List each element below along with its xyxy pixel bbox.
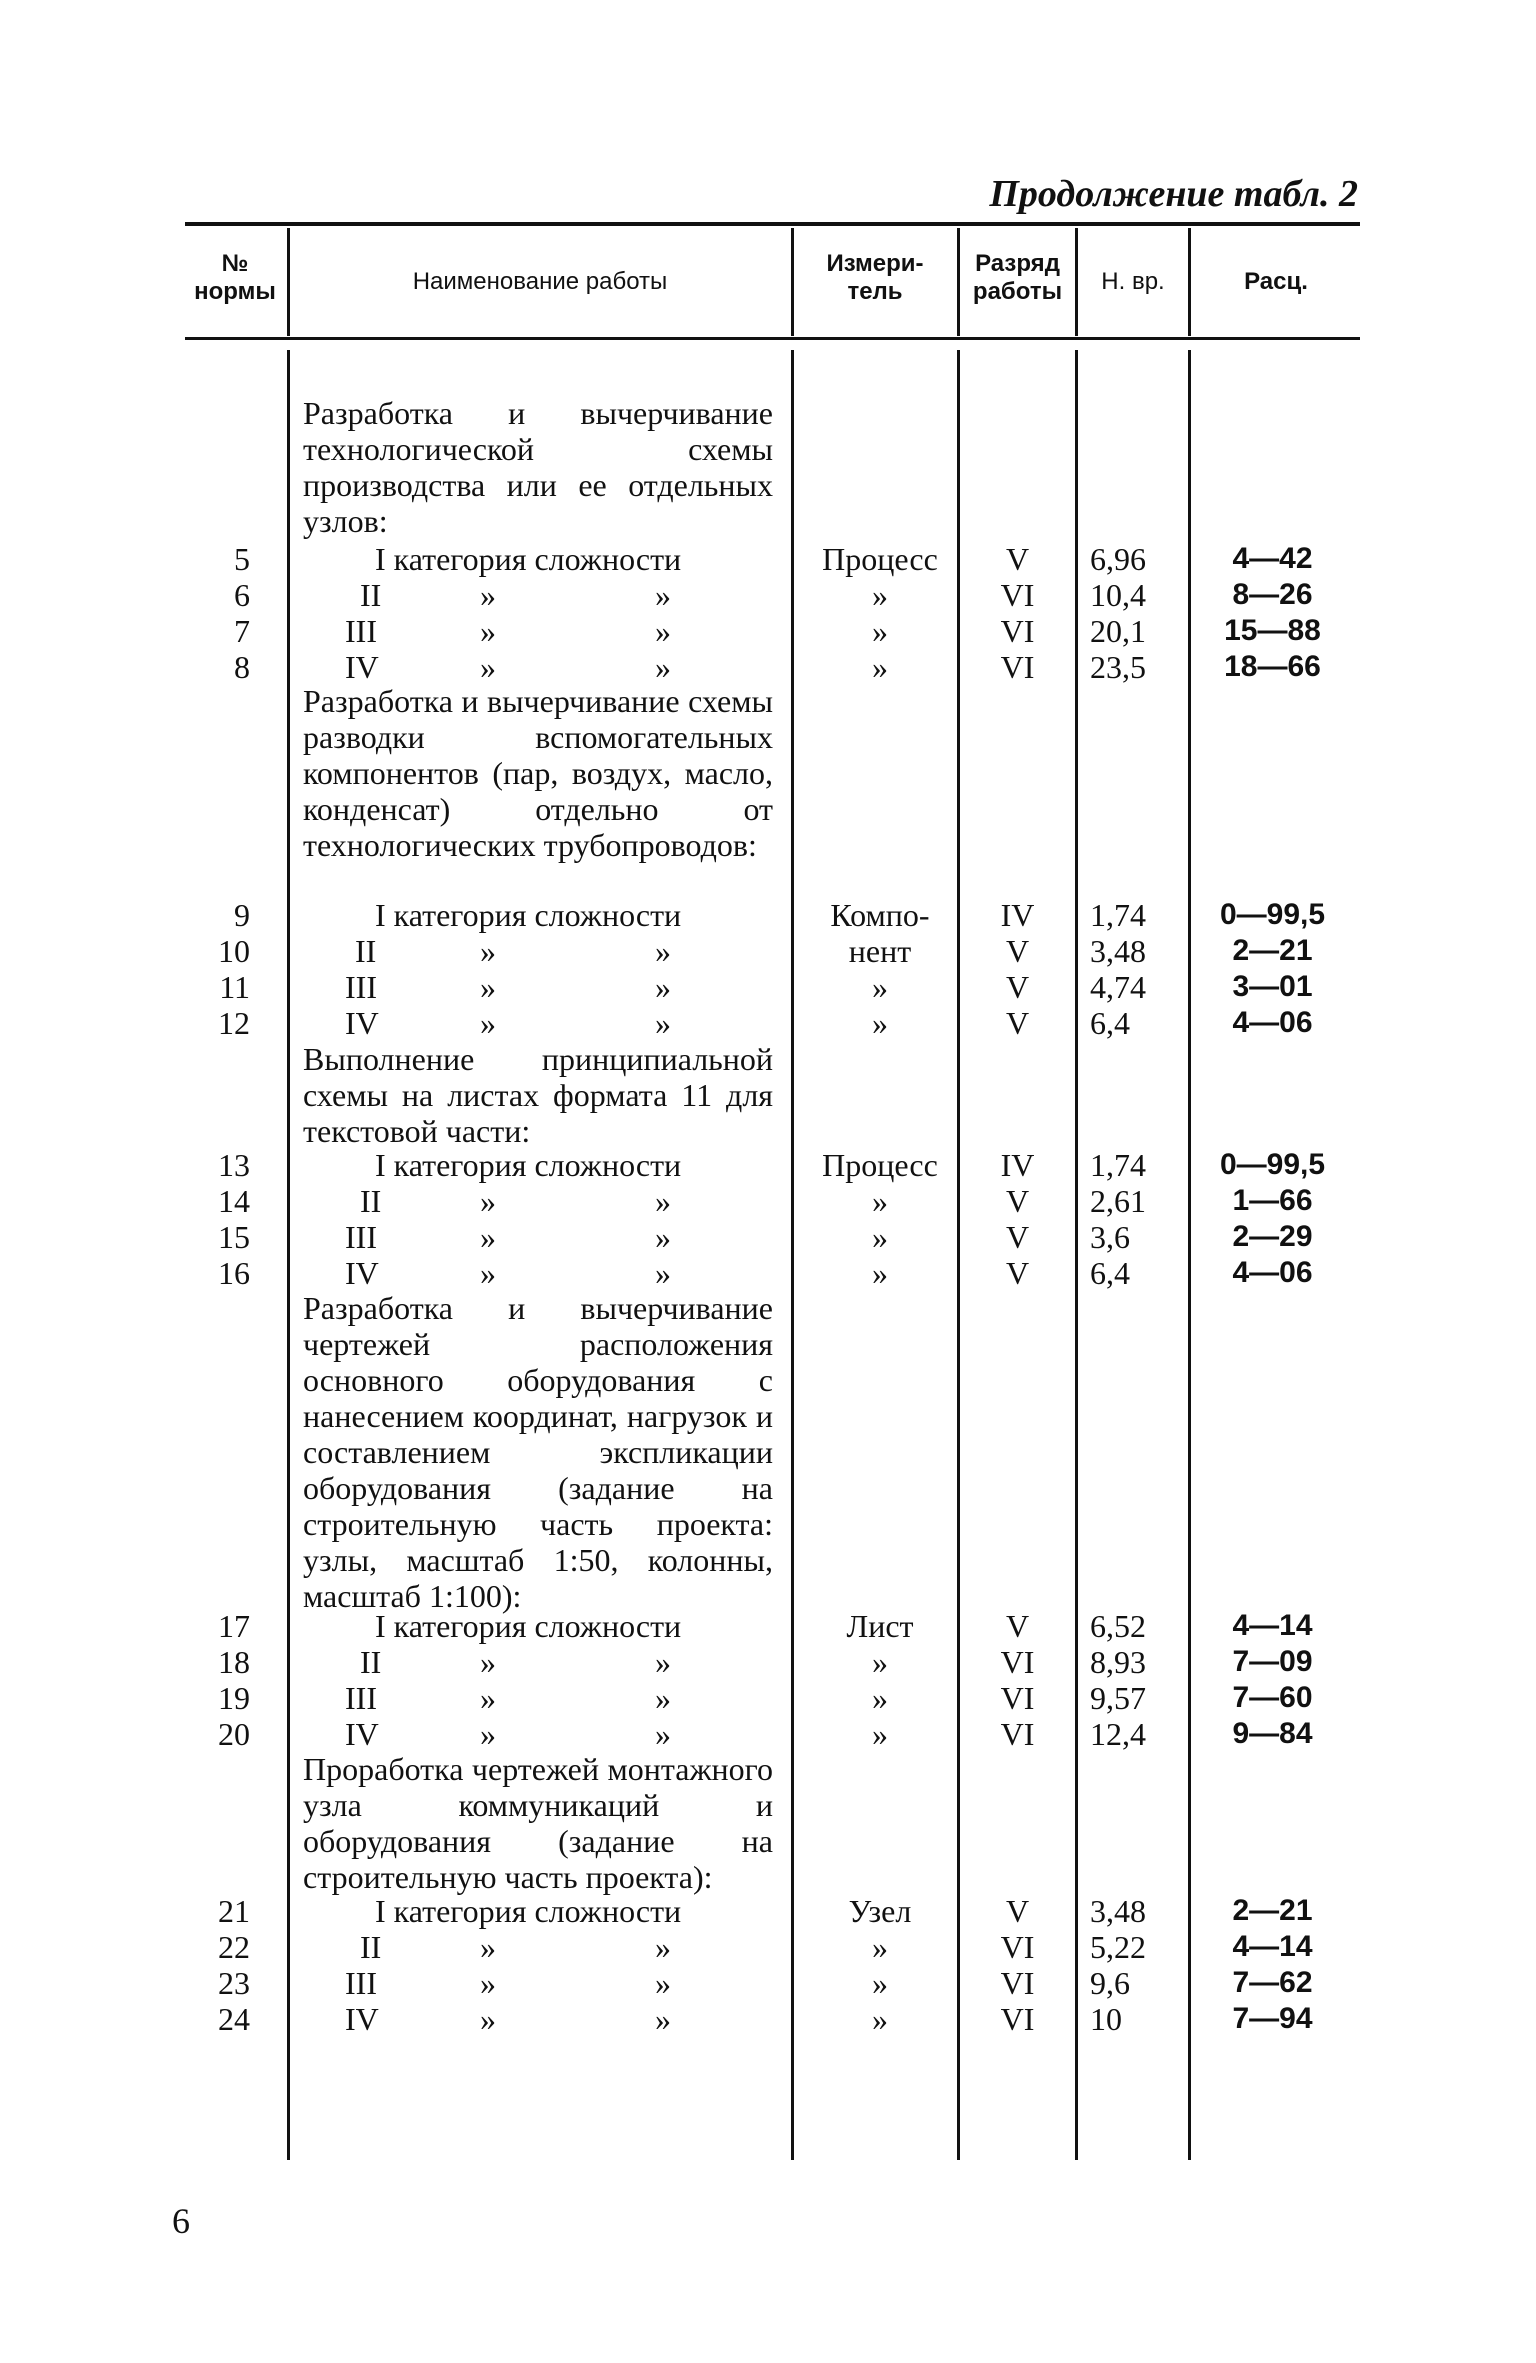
norm-number: 19 [218,1680,250,1716]
work-grade: V [1005,1219,1030,1255]
rate-value: 3—01 [1232,970,1313,1003]
norm-number: 17 [218,1608,250,1644]
work-grade: V [1005,1893,1030,1929]
rate-value: 1—66 [1232,1184,1313,1217]
table-row: 20 IV » » » VI 12,4 9—84 [0,1716,1536,1752]
rate-value: 4—06 [1232,1256,1313,1289]
header-rate: Расц. [1244,268,1308,295]
time-norm: 6,4 [1090,1005,1130,1041]
rate-value: 4—14 [1232,1930,1313,1963]
page-number: 6 [172,2201,190,2241]
time-norm: 3,6 [1090,1219,1130,1255]
norm-number: 11 [219,969,250,1005]
norm-number: 21 [218,1893,250,1929]
time-norm: 1,74 [1090,897,1146,933]
measure-unit: » [872,1965,888,2001]
measure-unit: Лист [846,1608,914,1644]
rate-value: 8—26 [1232,578,1313,611]
rate-value: 2—21 [1232,934,1313,967]
time-norm: 2,61 [1090,1183,1146,1219]
time-norm: 1,74 [1090,1147,1146,1183]
measure-unit: » [872,1183,888,1219]
measure-unit: Процесс [822,1147,938,1183]
table-row: 18 II » » » VI 8,93 7—09 [0,1644,1536,1680]
time-norm: 5,22 [1090,1929,1146,1965]
measure-unit: Процесс [822,541,938,577]
time-norm: 9,6 [1090,1965,1130,2001]
measure-unit: Узел [848,1893,912,1929]
table-row: 19 III » » » VI 9,57 7—60 [0,1680,1536,1716]
table-row: 12 IV » » » V 6,4 4—06 [0,1005,1536,1041]
rate-value: 2—21 [1232,1894,1313,1927]
table-row: 6 II » » » VI 10,4 8—26 [0,577,1536,613]
norm-number: 24 [218,2001,250,2037]
table-row [0,541,1536,577]
table-row: 14 II » » » V 2,61 1—66 [0,1183,1536,1219]
measure-unit: » [872,969,888,1005]
measure-unit: » [872,1716,888,1752]
table-top-rule [185,222,1360,226]
time-norm: 9,57 [1090,1680,1146,1716]
measure-unit: » [872,1219,888,1255]
rate-value: 7—09 [1232,1645,1313,1678]
measure-unit: » [872,1644,888,1680]
table-row: 24 IV » » » VI 10 7—94 [0,2001,1536,2037]
table-row: 22 II » » » VI 5,22 4—14 [0,1929,1536,1965]
rate-value: 9—84 [1232,1717,1313,1750]
table-row [0,897,1536,933]
measure-unit: » [872,1005,888,1041]
table-row: 11 III » » » V 4,74 3—01 [0,969,1536,1005]
work-grade: VI [1000,1929,1035,1965]
time-norm: 6,96 [1090,541,1146,577]
norm-number: 12 [218,1005,250,1041]
rate-value: 15—88 [1224,614,1321,647]
norm-number: 16 [218,1255,250,1291]
work-grade: VI [1000,613,1035,649]
table-row: 16 IV » » » V 6,4 4—06 [0,1255,1536,1291]
rate-value: 0—99,5 [1219,1148,1326,1181]
norm-number: 10 [218,933,250,969]
norm-number: 5 [234,541,250,577]
norm-number: 8 [234,649,250,685]
measure-unit: » [872,577,888,613]
work-grade: VI [1000,577,1035,613]
time-norm: 23,5 [1090,649,1146,685]
work-grade: IV [1000,897,1035,933]
norm-number: 20 [218,1716,250,1752]
table-header-rule [185,337,1360,340]
work-grade: V [1005,933,1030,969]
norm-number: 23 [218,1965,250,2001]
rate-value: 18—66 [1224,650,1321,683]
norm-number: 6 [234,577,250,613]
time-norm: 3,48 [1090,1893,1146,1929]
section-title: Проработка чертежей монтажного узла коммуникаций и оборудования (задание на строительную часть проекта): [303,1751,773,1895]
work-grade: VI [1000,1644,1035,1680]
complexity-category: I категория сложности [375,897,682,933]
complexity-category: I категория сложности [375,541,682,577]
time-norm: 12,4 [1090,1716,1146,1752]
work-grade: V [1005,969,1030,1005]
measure-unit: » [872,1680,888,1716]
time-norm: 8,93 [1090,1644,1146,1680]
measure-unit: » [872,1929,888,1965]
time-norm: 10,4 [1090,577,1146,613]
work-grade: VI [1000,649,1035,685]
complexity-category: I категория сложности [375,1608,682,1644]
rate-value: 0—99,5 [1219,898,1326,931]
measure-unit: » [872,2001,888,2037]
time-norm: 3,48 [1090,933,1146,969]
rate-value: 7—60 [1232,1681,1313,1714]
measure-unit: » [872,1255,888,1291]
measure-unit: нент [848,933,912,969]
work-grade: VI [1000,1680,1035,1716]
work-grade: V [1005,1005,1030,1041]
table-row [0,1608,1536,1644]
header-measure: Измери- тель [826,250,924,305]
time-norm: 20,1 [1090,613,1146,649]
rate-value: 2—29 [1232,1220,1313,1253]
norm-number: 15 [218,1219,250,1255]
table-row: 23 III » » » VI 9,6 7—62 [0,1965,1536,2001]
work-grade: V [1005,541,1030,577]
table-row: 10 II » » нент V 3,48 2—21 [0,933,1536,969]
work-grade: V [1005,1608,1030,1644]
table-row [0,1893,1536,1929]
section-title: Разработка и вычерчивание схемы разводки вспомогательных компонентов (пар, воздух, масло, конденсат) отдельно от технологических трубопроводов: [303,683,773,863]
work-grade: VI [1000,1965,1035,2001]
rate-value: 4—42 [1232,542,1313,575]
work-grade: V [1005,1183,1030,1219]
table-row: 15 III » » » V 3,6 2—29 [0,1219,1536,1255]
rate-value: 7—62 [1232,1966,1313,1999]
norm-number: 22 [218,1929,250,1965]
norm-number: 9 [234,897,250,933]
table-row: 7 III » » » VI 20,1 15—88 [0,613,1536,649]
section-title: Выполнение принципиальной схемы на листах формата 11 для текстовой части: [303,1041,773,1149]
section-title: Разработка и вычерчивание чертежей расположения основного оборудования с нанесением координат, нагрузок и составлением экспликации оборудования (задание на строительную часть проекта: узлы, масштаб 1:50, колонны, масштаб 1:100): [303,1290,773,1614]
work-grade: IV [1000,1147,1035,1183]
measure-unit: Компо- [830,897,930,933]
table-row [0,1147,1536,1183]
header-time: Н. вр. [1101,268,1165,295]
time-norm: 4,74 [1090,969,1146,1005]
work-grade: V [1005,1255,1030,1291]
header-norm-number: № нормы [194,250,276,305]
time-norm: 6,52 [1090,1608,1146,1644]
complexity-category: I категория сложности [375,1893,682,1929]
table-continuation-caption: Продолжение табл. 2 [989,173,1358,215]
work-grade: VI [1000,1716,1035,1752]
header-grade: Разряд работы [972,250,1063,305]
measure-unit: » [872,649,888,685]
norm-number: 14 [218,1183,250,1219]
section-title: Разработка и вычерчивание технологической схемы производства или ее отдельных узлов: [303,395,773,539]
norm-number: 7 [234,613,250,649]
header-work-name: Наименование работы [412,268,668,295]
time-norm: 6,4 [1090,1255,1130,1291]
rate-value: 4—06 [1232,1006,1313,1039]
measure-unit: » [872,613,888,649]
norm-number: 18 [218,1644,250,1680]
norm-number: 13 [218,1147,250,1183]
rate-value: 4—14 [1232,1609,1313,1642]
complexity-category: I категория сложности [375,1147,682,1183]
work-grade: VI [1000,2001,1035,2037]
table-row: 8 IV » » » VI 23,5 18—66 [0,649,1536,685]
time-norm: 10 [1090,2001,1122,2037]
rate-value: 7—94 [1232,2002,1313,2035]
